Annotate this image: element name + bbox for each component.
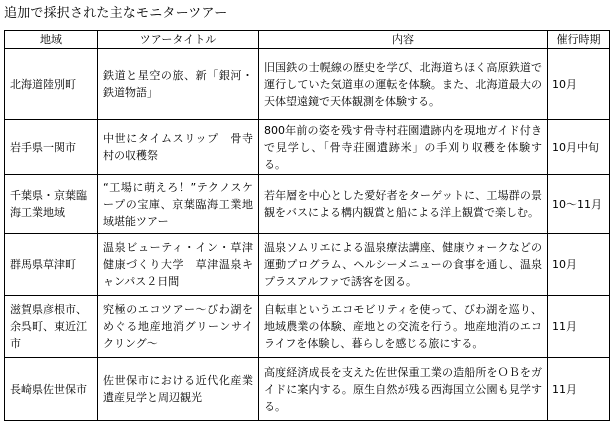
cell-period: 10月 — [548, 234, 610, 296]
cell-tour-title: 鉄道と星空の旅、新「銀河・鉄道物語」 — [98, 49, 259, 120]
table-row — [5, 358, 610, 421]
cell-region: 千葉県・京葉臨海工業地域 — [5, 175, 98, 234]
cell-content: 高度経済成長を支えた佐世保重工業の造船所をＯＢをガイドに案内する。原生自然が残る西海国立公園も見学する。 — [259, 358, 548, 421]
table-header-row — [5, 31, 610, 49]
table-row — [5, 49, 610, 120]
cell-tour-title: 究極のエコツアー～びわ湖をめぐる地産地消グリーンサイクリング～ — [98, 296, 259, 358]
cell-period: 10月 — [548, 49, 610, 120]
cell-period: 11月 — [548, 358, 610, 421]
cell-tour-title: 佐世保市における近代化産業遺産見学と周辺観光 — [98, 358, 259, 421]
cell-content: 若年層を中心とした愛好者をターゲットに、工場群の景観をバスによる構内観賞と船による洋上観賞で楽しむ。 — [259, 175, 548, 234]
header-period: 催行時期 — [548, 31, 610, 49]
table-row — [5, 120, 610, 175]
document-title: 追加で採択された主なモニターツアー — [4, 6, 228, 21]
cell-period: 10～11月 — [548, 175, 610, 234]
table-row — [5, 296, 610, 358]
header-region: 地域 — [5, 31, 98, 49]
cell-content: 800年前の姿を残す骨寺村荘園遺跡内を現地ガイド付きで見学し、「骨寺荘園遺跡米」の手刈り収穫を体験する。 — [259, 120, 548, 175]
cell-content: 旧国鉄の士幌線の歴史を学び、北海道ちほく高原鉄道で運行していた気道車の運転を体験。また、北海道最大の天体望遠鏡で天体観測を体験する。 — [259, 49, 548, 120]
cell-content: 温泉ソムリエによる温泉療法講座、健康ウォークなどの運動プログラム、ヘルシーメニューの食事を通し、温泉プラスアルファで誘客を図る。 — [259, 234, 548, 296]
cell-period: 10月中旬 — [548, 120, 610, 175]
cell-region: 滋賀県彦根市、余呉町、東近江市 — [5, 296, 98, 358]
cell-tour-title: “工場に萌えろ！”テクノスケープの宝庫、京葉臨海工業地域堪能ツアー — [98, 175, 259, 234]
cell-region: 岩手県一関市 — [5, 120, 98, 175]
cell-region: 長崎県佐世保市 — [5, 358, 98, 421]
header-tour-title: ツアータイトル — [98, 31, 259, 49]
cell-tour-title: 温泉ビューティ・イン・草津 健康づくり大学 草津温泉キャンパス２日間 — [98, 234, 259, 296]
monitor-tour-table — [4, 30, 610, 421]
cell-region: 群馬県草津町 — [5, 234, 98, 296]
table-row — [5, 234, 610, 296]
cell-region: 北海道陸別町 — [5, 49, 98, 120]
cell-content: 自転車というエコモビリティを使って、びわ湖を巡り、地域農業の体験、産地との交流を行う。地産地消のエコライフを体験し、暮らしを感じる旅にする。 — [259, 296, 548, 358]
cell-tour-title: 中世にタイムスリップ 骨寺村の収穫祭 — [98, 120, 259, 175]
table-row — [5, 175, 610, 234]
header-content: 内容 — [259, 31, 548, 49]
cell-period: 11月 — [548, 296, 610, 358]
